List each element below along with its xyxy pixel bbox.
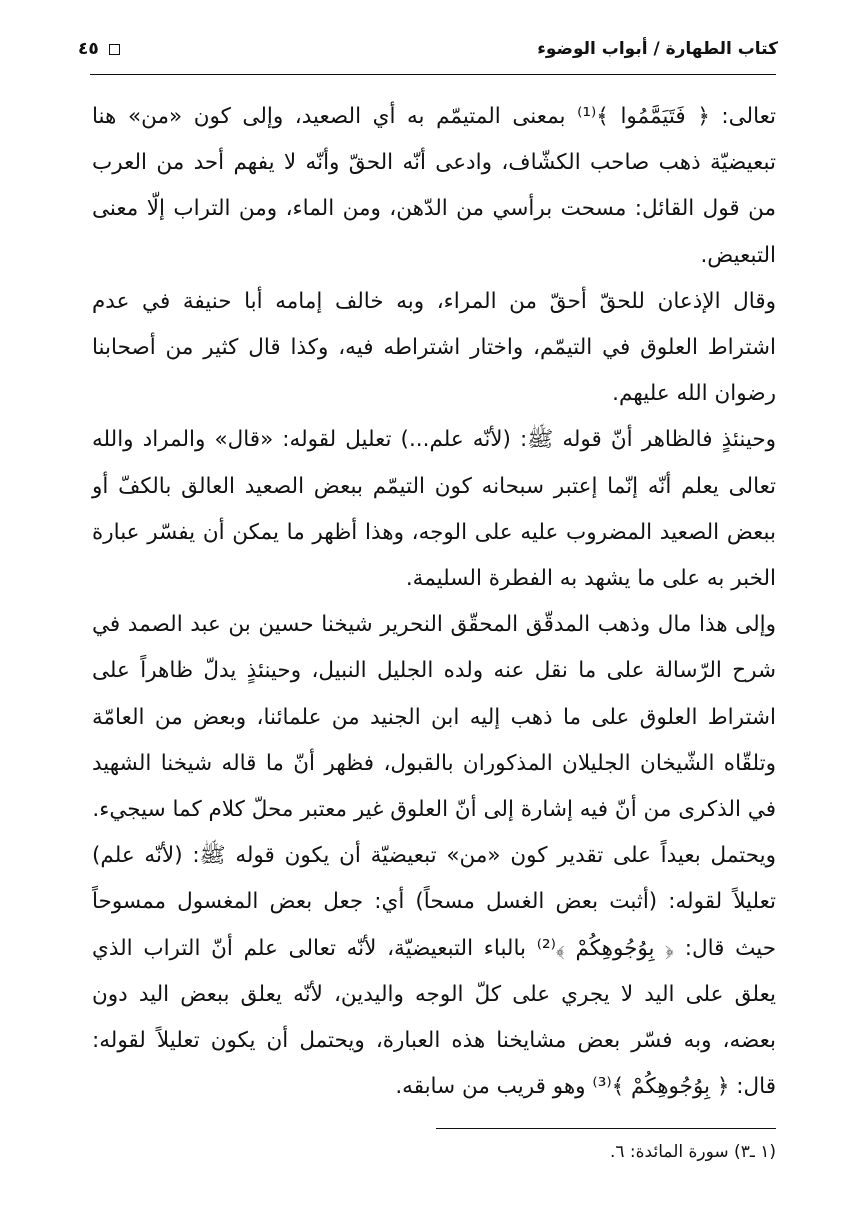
paragraph-2: وقال الإذعان للحقّ أحقّ من المراء، وبه خالف إمامه أبا حنيفة في عدم اشتراط العلوق في التيمّم، واختار اشتراطه فيه، وكذا قال كثير من أصحابنا رضوان الله عليهم. xyxy=(92,288,776,407)
paragraph-4: وإلى هذا مال وذهب المدقّق المحقّق النحرير شيخنا حسين بن عبد الصمد في شرح الرّسالة على ما نقل عنه ولده الجليل النبيل، وحينئذٍ يدلّ ظاهراً على اشتراط العلوق على ما ذهب إليه ابن الجنيد من علمائنا، وبعض من العامّة وتلقّاه الشّيخان الجليلان المذكوران بالقبول، فظهر أنّ ما قاله شيخنا الشهيد في الذكرى من أنّ فيه إشارة إلى أنّ العلوق غير معتبر محلّ كلام كما سيجيء. xyxy=(92,612,776,823)
square-ornament-icon xyxy=(109,44,120,55)
running-title: كتاب الطهارة / أبواب الوضوء xyxy=(537,39,778,59)
footnote: (١ ـ٣) سورة المائدة: ٦. xyxy=(609,1142,776,1162)
page-header xyxy=(78,34,778,64)
main-text xyxy=(92,94,776,1110)
page-number: ٤٥ xyxy=(78,39,99,59)
paragraph-5: ويحتمل بعيداً على تقدير كون «من» تبعيضيّة أن يكون قوله ﷺ: (لأنّه علم) تعليلاً لقوله: (أثبت بعض الغسل مسحاً) أي: جعل بعض المغسول ممسوحاً حيث قال: ﴿ بِوُجُوهِكُمْ ﴾⁽²⁾ بالباء التبعيضيّة، لأنّه تعالى علم أنّ التراب الذي يعلق على اليد لا يجري على كلّ الوجه واليدين، لأنّه يعلق ببعض اليد دون بعضه، وبه فسّر بعض مشايخنا هذه العبارة، ويحتمل أن يكون تعليلاً لقوله: قال: ﴿ بِوُجُوهِكُمْ ﴾⁽³⁾ وهو قريب من سابقه. xyxy=(92,843,776,1100)
footnote-rule xyxy=(436,1128,776,1129)
page-number-group xyxy=(78,39,120,59)
header-rule xyxy=(90,74,776,75)
paragraph-3: وحينئذٍ فالظاهر أنّ قوله ﷺ: (لأنّه علم...) تعليل لقوله: «قال» والمراد والله تعالى يعلم أنّه إنّما إعتبر سبحانه كون التيمّم ببعض الصعيد العالق بالكفّ أو ببعض الصعيد المضروب عليه على الوجه، وهذا أظهر ما يمكن أن يفسّر عبارة الخبر به على ما يشهد به الفطرة السليمة. xyxy=(92,427,776,592)
paragraph-1: تعالى: ﴿ فَتَيَمَّمُوا ﴾⁽¹⁾ بمعنى المتيمّم به أي الصعيد، وإلى كون «من» هنا تبعيضيّة ذهب صاحب الكشّاف، وادعى أنّه الحقّ وأنّه لا يفهم أحد من العرب من قول القائل: مسحت برأسي من الدّهن، ومن الماء، ومن التراب إلّا معنى التبعيض. xyxy=(92,104,776,268)
